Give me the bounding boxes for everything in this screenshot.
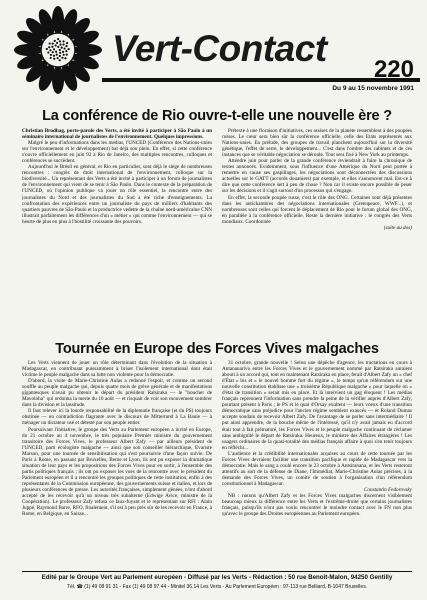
continued-note: (suite au dos) [383, 224, 412, 231]
masthead [14, 6, 414, 102]
article2-nb: NB : notons qu'Albert Zafy et les Forces Vives malgaches discernent visiblement beaucoup mieux la différence entre les Verts et l'extrême-droite que certains journalistes français, puisqu'ils n'ont pas voulu rencontrer le moindre contact avec le FN non plus qu'avec le groupe des Droites européennes au Parlement européen. [222, 493, 412, 518]
article2-paragraph: L'audience et la crédibilité internationales acquises au cours de cette tournée par les Forces Vives devraient faciliter une transition pacifique et rapide de Madagascar vers la démocratie. Mais le sang a coulé encore le 23 octobre à Antsiranana, et les Verts resteront attentifs au sort de la défense de Diane, l'Immédiat, Marie-Christine Aulas précises, à la demande des Forces Vives, un comité de soutien à l'organisation d'un référendum constitutionnel à Madagascar. [222, 450, 412, 487]
issue-number: 220 [373, 56, 414, 83]
article1-column-right [222, 128, 412, 338]
article1-paragraph: Aujourd'hui le Brésil en général, et Rio en particulier, sont déjà le siège de nombreuses rencontres : congrès de droit international de l'environnement, colloque sur la biodiversité... Un représentant des Verts a été invité à participer à un forum de journalistes de l'environnement qui vient de se tenir à São Paulo. Dans le contexte de la préparation de l'UNCED, où l'opinion publique va jouer un rôle essentiel, la rencontre entre des journalistes du Nord et des journalistes du Sud a été riche d'enseignements. La confrontation des expériences entre un journaliste du pays de milliers d'habitants des quartiers pauvres de São-Paulo et la productrice vedette de la chaîne nord-américaine CNN illustrait parfaitement les différences d'un « métier » qui comme l'environnement — qui se heurte de plus en plus à l'hostilité croissante des pouvoirs. [22, 164, 212, 225]
article1-paragraph: En effet, la seconde poupée russe, c'est le rôle des ONG. Certaines sont déjà présentes dans les antichambres des négociations internationales (Greenpeace, WWF...), et nombreuses sont celles qui forcent le déplacement de Rio pour le forum global des ONG, en parallèle à la conférence officielle. Reste la dernière initiative : le congrès des Verts mondiaux. Coordonnée [222, 194, 412, 225]
article2-paragraph: Poursuivant l'initiative, le groupe des Verts au Parlement européen a invité en Europe, du 21 octobre au 4 novembre, le très populaire Premier ministre du gouvernement transitoire des Forces Vives, le professeur Albert Zafy — par ailleurs président de l'UNCED, parti écologiste malgache — ainsi que son conseiller hiérarchique, Evariste Marson, pour une tournée de sensibilisation qui s'est poursuivie d'une façon suivie. De Paris à Rome, en passant par Bruxelles, Berne et Lyon, ils ont pu exposer la dramatique situation de leur pays et les propositions des Forces Vives pour en sortir, à l'ensemble des partis politiques français ; ils ont pu exposer les vues de la rencontre avec le président du Parlement européen et il a rencontré les groupes politiques de cette institution, enfin à des représentants de la Commission européenne, des gouvernements suisse et italien, et lors de plusieurs conférences de presse. Les autorités françaises, simplement gênées, n'ont d'abord accepté de les recevoir qu'à un niveau très subalterne (Edwige Avice, ministre de la Coopération). Le professeur Zafy refusa ce faux-fuyant et le représentant sur RFI : Alain Juppé, Raymond Barre, RFO, finalement, s'il est à peu près sûr de les recevoir en France, à Rome, en Belgique, en Suisse... [22, 426, 212, 518]
article2-paragraph: 31 octobre, grande nouvelle ! Selon une dépêche d'agence, les tractations en cours à Antananarivo entre les Forces Vives et le gouvernement nommé par Ratsiraka auraient abouti à un accord qui, tout en maintenant Ratsiraka en place, ferait d'Albert Zafy un « chef d'État » bis et « le nouvel homme fort du régime », le temps qu'un référendum sur une nouvelle constitution établisse une « troisième République malgache » pour laquelle on « d'état de transition » serait mis en place. Et là intervient un gag éloquent ! Les médias français reprennent l'information sans prendre la peine de la vérifier auprès d'Albert Zafy, pourtant présent à Paris ; le PS et le quai d'Orsay exultent — leurs voeux d'une transition démocratique sans préjudice pour l'ancien régime semblent exaucés — et Roland Dumas accepte soudain de recevoir Albert Zafy. De l'avantage de se parler sans intermédiaire ! Il put ainsi apprendre, de la bouche même de l'intéressé, qu'il n'y avait jamais eu d'accord était tout à fait prématuré, les Forces Vives et le peuple malgache continuant de réclamer sans ambiguïté le départ de Ratsiraka. Heureux, le ministre des Affaires étrangères ! Les usagers ordinaires de la quasi-totalité des médias français affaire à quoi s'en tenir toujours en réfléchi... [222, 360, 412, 451]
article1-paragraph: Malgré le peu d'informations dans les médias, l'UNCED (Conférence des Nations-unies sur l'environnement et le développement) bat déjà son plein. En effet, si cette conférence s'ouvre officiellement en juin 92 à Rio de Janeiro, des multiples rencontres, colloques et conférences se succèdent. [22, 140, 212, 165]
article2-paragraph: D'abord, la visite de Marie-Christine Aulas a redonné l'espoir, et comme un second souffle au peuple malgache qui, depuis quatre mois de grève générale et de manifestations gigantesques n'avait pu obtenir le départ du président Ratsiraka — le "boucher de Mavoloha" qui ordonna la tuerie du 10 août — et risquait de voir son mouvement sombrer dans la division et la lassitude. [22, 378, 212, 409]
issue-date: Du 9 au 15 novembre 1991 [332, 85, 414, 92]
sunflower-logo [14, 6, 114, 96]
footer-rule [22, 571, 412, 572]
masthead-rule [102, 78, 420, 82]
footer-publisher: Edité par le Groupe Vert au Parlement européen - Diffusé par les Verts - Rédaction : 50 rue Benoît-Malon, 94250 Gentilly [41, 574, 393, 581]
article1-column-left [22, 128, 212, 338]
article2-column-right [222, 360, 412, 568]
article2-paragraph: Les Verts viennent de jouer un rôle déterminant dans l'évolution de la situation à Madagascar, en contribuant puissamment à briser l'isolement international dont était victime le peuple malgache dans sa lutte non violente pour la démocratie. [22, 360, 212, 379]
article1-headline: La conférence de Rio ouvre-t-elle une nouvelle ère ? [42, 108, 392, 124]
article1-paragraph: Prétexte à une floraison d'initiatives, ces assises de la planète ressemblent à des poupées russes. Le cœur sera bien sûr la conférence officielle, celle des Etats représentés aux Nations-unies. En prélude, des groupes de travail planchent aujourd'hui sur la diversité génétique, l'effet de serre, le développement... C'est dans l'ombre des cabinets et de ces instances que se véritable négociation se déroule. Tout sera fixé à New York au printemps. [222, 128, 412, 159]
author-signature: Constantin Fedorovsky [363, 486, 412, 493]
article2-headline: Tournée en Europe des Forces Vives malgaches [55, 341, 379, 357]
article2-column-left [22, 360, 212, 568]
article2-paragraph: Il faut relever ici la lourde responsabilité de la diplomatie française (et du PS) toujours obstinée — en contradiction flagrante avec le discours de Mitterrand à La Baule — à ménager un dictateur usé et détesté par son peuple entier. [22, 408, 212, 427]
footer-contact: Tél. ☎ (1) 49 08 91 31 - Fax (1) 49 08 97 44 - Minitel 36.14 Les Verts - Au Parlement Européen : 97-113 rue Belliard, B-1047 Bruxelles. [66, 584, 368, 590]
newsletter-title: Vert-Contact [112, 28, 327, 69]
article1-paragraph: Attendre juin pour parler de la grande conférence reviendrait à faire la chronique de textes annoncés. Evidemment, sous l'influence d'une Amérique du Nord peut portée à remettre en cause ses gaspillages, les négociations sont déconnectées des discussions actuelles sur le GATT (accords douaniers) par exemple, et elles s'annoncent mal. Est-ce à dire que cette conférence sert à peu de chose ? Non car il existe encore possible de peser sur les décisions et il s'agit surtout d'un processus qui s'engage. [222, 158, 412, 195]
article1-lead: Christian Brodhag, porte-parole des Verts, a été invité à participer à São Paulo à un séminaire international de journalistes de l'environnement. Quelques impressions. [22, 128, 212, 141]
